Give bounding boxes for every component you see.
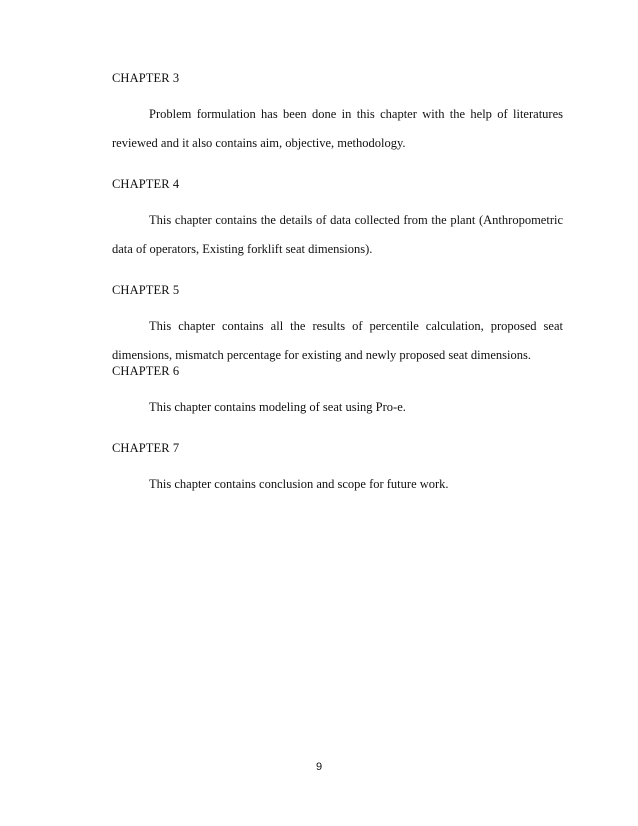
chapter-3-description: Problem formulation has been done in this chapter with the help of literatures reviewed and it also contains aim, objective, methodology. [112,107,563,150]
chapter-5-section [112,282,563,370]
chapter-5-description: This chapter contains all the results of percentile calculation, proposed seat dimensions, mismatch percentage for existing and newly proposed seat dimensions. [112,319,563,362]
chapter-3-heading: CHAPTER 3 [112,71,180,85]
page-content [112,70,563,517]
chapter-4-description: This chapter contains the details of data collected from the plant (Anthropometric data of operators, Existing forklift seat dimensions). [112,213,563,256]
chapter-7-description: This chapter contains conclusion and scope for future work. [149,477,449,491]
chapter-4-section [112,176,563,264]
chapter-3-section [112,70,563,158]
chapter-7-heading: CHAPTER 7 [112,441,180,455]
chapter-7-section [112,440,563,499]
chapter-6-heading: CHAPTER 6 [112,364,180,378]
chapter-5-heading: CHAPTER 5 [112,283,180,297]
chapter-4-heading: CHAPTER 4 [112,177,180,191]
chapter-6-description: This chapter contains modeling of seat using Pro-e. [149,400,406,414]
page-number: 9 [315,761,323,773]
chapter-6-section [112,363,563,422]
